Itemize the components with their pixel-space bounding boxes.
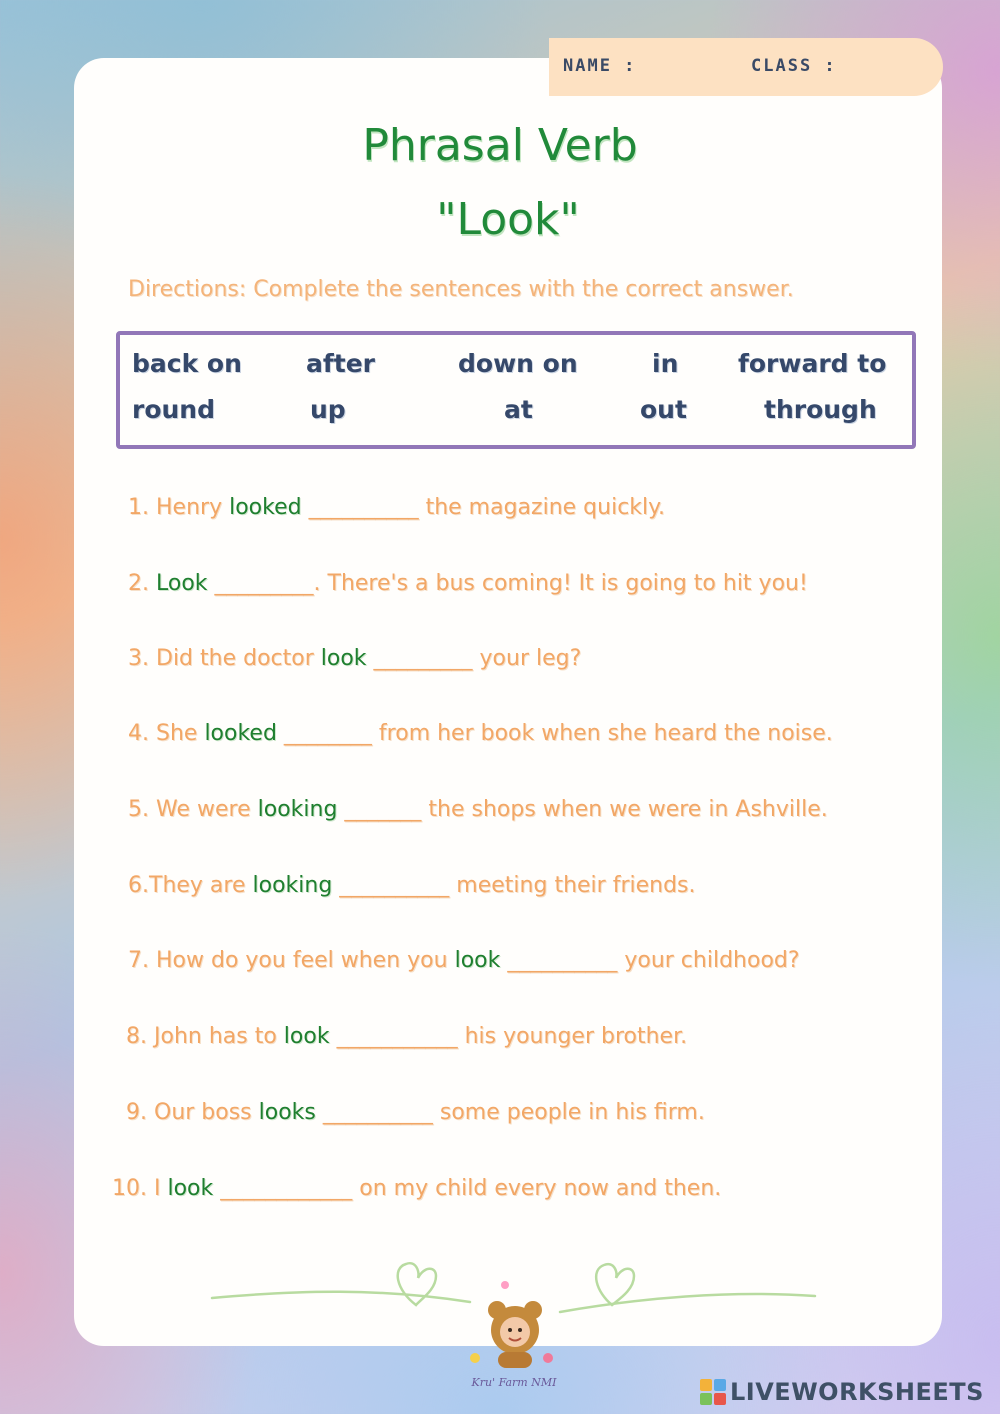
answer-blank-sentence[interactable]: ________ from her book when she heard the noise. (276, 721, 833, 746)
brand-text: LIVEWORKSHEETS (730, 1378, 984, 1406)
question-8: 8. John has to look ___________ his younger brother. (126, 1024, 688, 1049)
right-flourish-line (560, 1294, 815, 1312)
question-3: 3. Did the doctor look _________ your leg? (128, 646, 582, 671)
answer-blank-sentence[interactable]: __________ your childhood? (500, 948, 800, 973)
answer-blank-sentence[interactable]: _________ your leg? (366, 646, 582, 671)
question-4: 4. She looked ________ from her book when she heard the noise. (128, 721, 833, 746)
word-bank-item: round (132, 395, 215, 424)
answer-blank-sentence[interactable]: ____________ on my child every now and then. (213, 1176, 722, 1201)
footer-decoration (0, 1250, 1000, 1390)
word-bank-item: forward to (738, 349, 887, 378)
word-bank-item: through (764, 395, 877, 424)
verb: look (167, 1176, 214, 1201)
question-5: 5. We were looking _______ the shops when we were in Ashville. (128, 797, 828, 822)
question-9: 9. Our boss looks __________ some people in his firm. (126, 1100, 705, 1125)
verb: look (320, 646, 367, 671)
question-number: 5. (128, 797, 149, 822)
answer-blank-sentence[interactable]: __________ meeting their friends. (332, 873, 696, 898)
word-bank-item: after (306, 349, 375, 378)
answer-blank-sentence[interactable]: __________ some people in his firm. (315, 1100, 705, 1125)
page-title: Phrasal Verb (362, 120, 638, 171)
word-bank-item: up (310, 395, 346, 424)
question-1: 1. Henry looked __________ the magazine quickly. (128, 495, 666, 520)
answer-blank-sentence[interactable]: ___________ his younger brother. (329, 1024, 688, 1049)
heart-icon (596, 1264, 634, 1305)
teacher-mascot-icon (470, 1281, 553, 1368)
directions: Directions: Complete the sentences with the correct answer. (128, 277, 794, 302)
verb: look (454, 948, 501, 973)
class-label: CLASS : (751, 56, 837, 76)
question-number: 2. (128, 571, 149, 596)
liveworksheets-logo-icon (700, 1379, 726, 1405)
verb: looked (229, 495, 302, 520)
question-10: 10. I look ____________ on my child every now and then. (112, 1176, 722, 1201)
verb: looks (258, 1100, 316, 1125)
question-6: 6.They are looking __________ meeting their friends. (128, 873, 696, 898)
verb: looked (204, 721, 277, 746)
word-bank (116, 331, 916, 449)
worksheet-card (74, 58, 942, 1346)
question-number: 8. (126, 1024, 147, 1049)
question-number: 1. (128, 495, 149, 520)
question-number: 9. (126, 1100, 147, 1125)
question-number: 10. (112, 1176, 147, 1201)
question-number: 4. (128, 721, 149, 746)
word-bank-item: at (504, 395, 533, 424)
verb: Look (156, 571, 208, 596)
answer-blank-sentence[interactable]: _______ the shops when we were in Ashville. (337, 797, 828, 822)
word-bank-item: back on (132, 349, 242, 378)
heart-icon (398, 1263, 436, 1305)
verb: looking (252, 873, 333, 898)
footer-caption: Kru' Farm NMI (471, 1376, 557, 1389)
word-bank-item: in (652, 349, 679, 378)
verb: looking (257, 797, 338, 822)
question-number: 7. (128, 948, 149, 973)
answer-blank-sentence[interactable]: _________. There's a bus coming! It is going to hit you! (207, 571, 808, 596)
question-2 (128, 571, 808, 596)
question-7: 7. How do you feel when you look __________ your childhood? (128, 948, 800, 973)
question-number: 3. (128, 646, 149, 671)
word-bank-item: down on (458, 349, 578, 378)
question-number: 6. (128, 873, 149, 898)
answer-blank-sentence[interactable]: __________ the magazine quickly. (301, 495, 666, 520)
page-subtitle: "Look" (436, 194, 580, 245)
name-class-bar (549, 38, 943, 96)
name-label: NAME : (563, 56, 637, 76)
word-bank-item: out (640, 395, 687, 424)
verb: look (283, 1024, 330, 1049)
liveworksheets-brand (700, 1378, 984, 1408)
left-flourish-line (212, 1292, 470, 1302)
